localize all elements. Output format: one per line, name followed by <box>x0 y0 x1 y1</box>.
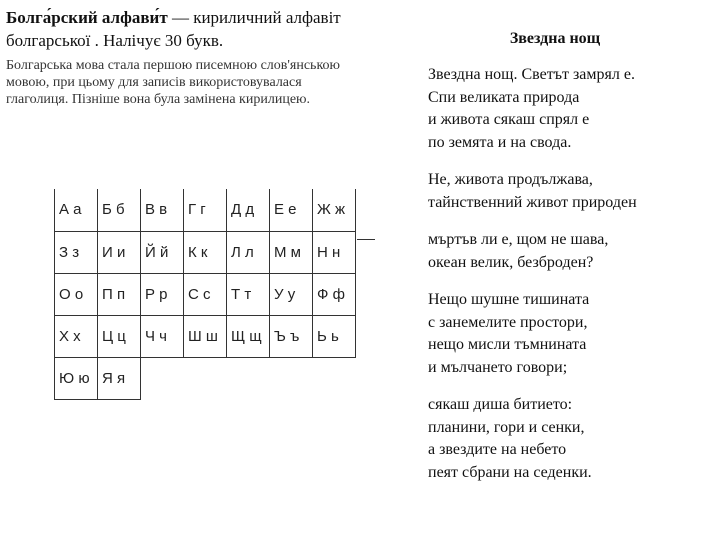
alphabet-description <box>6 6 366 108</box>
poem-stanza <box>428 169 718 214</box>
poem-body <box>428 64 718 484</box>
alphabet-letter-cell: П п <box>98 273 141 315</box>
alphabet-letter-cell: М м <box>270 231 313 273</box>
poem-line: Звездна нощ. Светът замрял е. <box>428 66 635 83</box>
poem-stanza <box>428 394 718 484</box>
alphabet-letter-cell: Ь ь <box>313 315 356 357</box>
alphabet-letter-cell: Ъ ъ <box>270 315 313 357</box>
alphabet-letter-cell: Я я <box>98 357 141 399</box>
alphabet-letter-cell: Х х <box>55 315 98 357</box>
poem-line: мъртъв ли е, щом не шава, <box>428 231 609 248</box>
alphabet-letter-cell: Ж ж <box>313 189 356 231</box>
poem-line: планини, гори и сенки, <box>428 418 585 436</box>
alphabet-letter-cell: Е е <box>270 189 313 231</box>
poem-line: с занемелите простори, <box>428 313 588 331</box>
alphabet-letter-cell: Г г <box>184 189 227 231</box>
alphabet-letter-cell: Р р <box>141 273 184 315</box>
alphabet-letter-cell: Ц ц <box>98 315 141 357</box>
alphabet-letter-cell: Ю ю <box>55 357 98 399</box>
alphabet-letter-cell: Ш ш <box>184 315 227 357</box>
alphabet-letter-cell: Д д <box>227 189 270 231</box>
alphabet-letter-cell: Й й <box>141 231 184 273</box>
divider-dash <box>357 239 375 240</box>
alphabet-letter-cell: С с <box>184 273 227 315</box>
alphabet-row <box>55 189 356 231</box>
poem-line: Нещо шушне тишината <box>428 291 590 308</box>
alphabet-row <box>55 231 356 273</box>
alphabet-letter-cell: Б б <box>98 189 141 231</box>
alphabet-letter-cell: Щ щ <box>227 315 270 357</box>
poem-line: сякаш диша битието: <box>428 396 573 413</box>
alphabet-letter-cell: В в <box>141 189 184 231</box>
poem-line: и живота сякаш спрял е <box>428 111 590 128</box>
title-term: Болга́рский алфави́т <box>6 8 168 27</box>
poem-title: Звездна нощ <box>509 30 601 47</box>
title-definition: — кириличний алфавіт болгарської . Налічує 30 букв. <box>6 8 341 50</box>
alphabet-row <box>55 273 356 315</box>
alphabet-letter-cell: Л л <box>227 231 270 273</box>
poem-line: нещо мисли тъмнината <box>428 336 587 353</box>
poem-stanza <box>428 64 718 154</box>
poem-stanza <box>428 289 718 379</box>
poem-line: Спи великата природа <box>428 88 580 106</box>
poem-line: по земята и на свода. <box>428 133 572 151</box>
alphabet-letter-cell: Ф ф <box>313 273 356 315</box>
alphabet-table <box>54 189 356 400</box>
alphabet-letter-cell: У у <box>270 273 313 315</box>
page-title <box>6 6 366 52</box>
poem-line: тайнственний живот природен <box>428 193 637 211</box>
alphabet-letter-cell: О о <box>55 273 98 315</box>
alphabet-letter-cell: К к <box>184 231 227 273</box>
alphabet-row <box>55 315 356 357</box>
alphabet-letter-cell: Н н <box>313 231 356 273</box>
poem-section <box>428 30 718 499</box>
alphabet-letter-cell: З з <box>55 231 98 273</box>
alphabet-letter-cell: И и <box>98 231 141 273</box>
alphabet-letter-cell: Т т <box>227 273 270 315</box>
alphabet-letter-cell: Ч ч <box>141 315 184 357</box>
poem-stanza <box>428 229 718 274</box>
poem-line: а звездите на небето <box>428 441 567 458</box>
poem-line: океан велик, безброден? <box>428 253 594 271</box>
poem-line: и мълчането говори; <box>428 358 568 376</box>
poem-line: пеят сбрани на седенки. <box>428 463 592 481</box>
alphabet-row <box>55 357 356 399</box>
alphabet-letter-cell: А а <box>55 189 98 231</box>
poem-line: Не, живота продължава, <box>428 171 593 188</box>
intro-paragraph: Болгарська мова стала першою писемною слов'янською мовою, при цьому для записів використовувалася глаголиця. Пізніше вона була замінена кирилицею. <box>6 58 340 107</box>
